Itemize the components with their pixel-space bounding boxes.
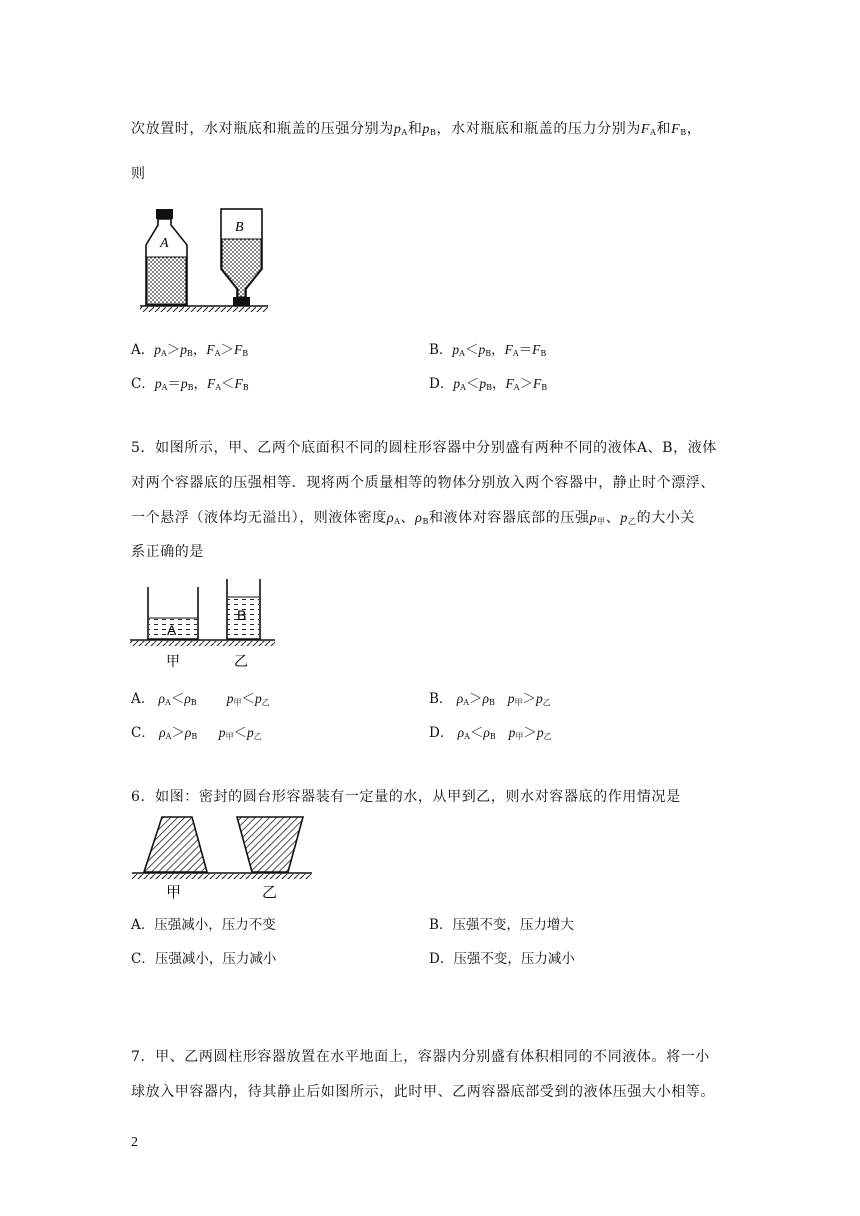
q5-stem-line-2: 对两个容器底的压强相等．现将两个质量相等的物体分别放入两个容器中，静止时个漂浮、 <box>131 475 715 491</box>
q6-frustum-figure <box>130 815 312 901</box>
q5-stem-line-3: 一个悬浮（液体均无溢出），则液体密度$\rho_A$、$\rho_B$和液体对容器底部的压强$p_甲$、$p_乙$的大小关 <box>131 510 696 526</box>
label-jia: 甲 <box>166 654 180 670</box>
bottle-a-label: A <box>160 236 169 251</box>
liquid-b-label: B <box>237 607 247 623</box>
q5-option-a[interactable]: A． $\rho_A<\rho_B$ $p_甲<p_乙$ <box>131 691 270 707</box>
q6-option-c[interactable]: C．压强减小，压力减小 <box>131 951 277 967</box>
q4-option-d[interactable]: D．$p_A<p_B$，$F_A>F_B$ <box>429 376 548 392</box>
bottle-a-cap <box>156 209 173 219</box>
q4-option-b[interactable]: B．$p_A<p_B$，$F_A=F_B$ <box>429 342 547 358</box>
q5-containers-figure <box>130 577 275 672</box>
q6-option-b[interactable]: B．压强不变，压力增大 <box>429 917 574 933</box>
q4-stem-line-2: 则 <box>131 166 146 182</box>
frustum-jia <box>144 817 207 872</box>
q7-stem-line-2: 球放入甲容器内，待其静止后如图所示，此时甲、乙两容器底部受到的液体压强大小相等。 <box>131 1084 715 1100</box>
bottle-b-label: B <box>235 220 244 235</box>
label-jia: 甲 <box>166 883 182 901</box>
frustum-yi <box>237 817 303 872</box>
q5-stem-line-1: 5．如图所示，甲、乙两个底面积不同的圆柱形容器中分别盛有两种不同的液体A、B，液体 <box>131 440 717 456</box>
q7-stem-line-1: 7．甲、乙两圆柱形容器放置在水平地面上，容器内分别盛有体积相同的不同液体。将一小 <box>131 1049 710 1065</box>
liquid-a-label: A <box>167 622 177 638</box>
label-yi: 乙 <box>234 654 248 670</box>
q6-stem-line-1: 6．如图：密封的圆台形容器装有一定量的水，从甲到乙，则水对容器底的作用情况是 <box>131 789 681 805</box>
bottle-b-liquid <box>222 239 261 297</box>
q5-option-b[interactable]: B． $\rho_A>\rho_B$ $p_甲>p_乙$ <box>429 691 551 707</box>
q6-option-a[interactable]: A．压强减小，压力不变 <box>131 917 276 933</box>
q5-stem-line-4: 系正确的是 <box>131 544 204 560</box>
q5-option-c[interactable]: C． $\rho_A>\rho_B$ $p_甲<p_乙$ <box>131 725 262 741</box>
q4-option-a[interactable]: A．$p_A>p_B$，$F_A>F_B$ <box>131 342 249 358</box>
q4-bottles-figure <box>130 205 270 315</box>
q4-stem-line-1: 次放置时，水对瓶底和瓶盖的压强分别为$p_A$和$p_B$，水对瓶底和瓶盖的压力分别为$F_A$和$F_B$， <box>131 121 702 137</box>
page-number: 2 <box>131 1135 138 1150</box>
label-yi: 乙 <box>262 883 278 901</box>
bottle-a-liquid <box>147 257 186 304</box>
q4-option-c[interactable]: C．$p_A=p_B$，$F_A<F_B$ <box>131 376 249 392</box>
q5-option-d[interactable]: D． $\rho_A<\rho_B$ $p_甲>p_乙$ <box>429 725 552 741</box>
q6-option-d[interactable]: D．压强不变，压力减小 <box>429 951 575 967</box>
bottle-b-cap <box>233 297 250 306</box>
